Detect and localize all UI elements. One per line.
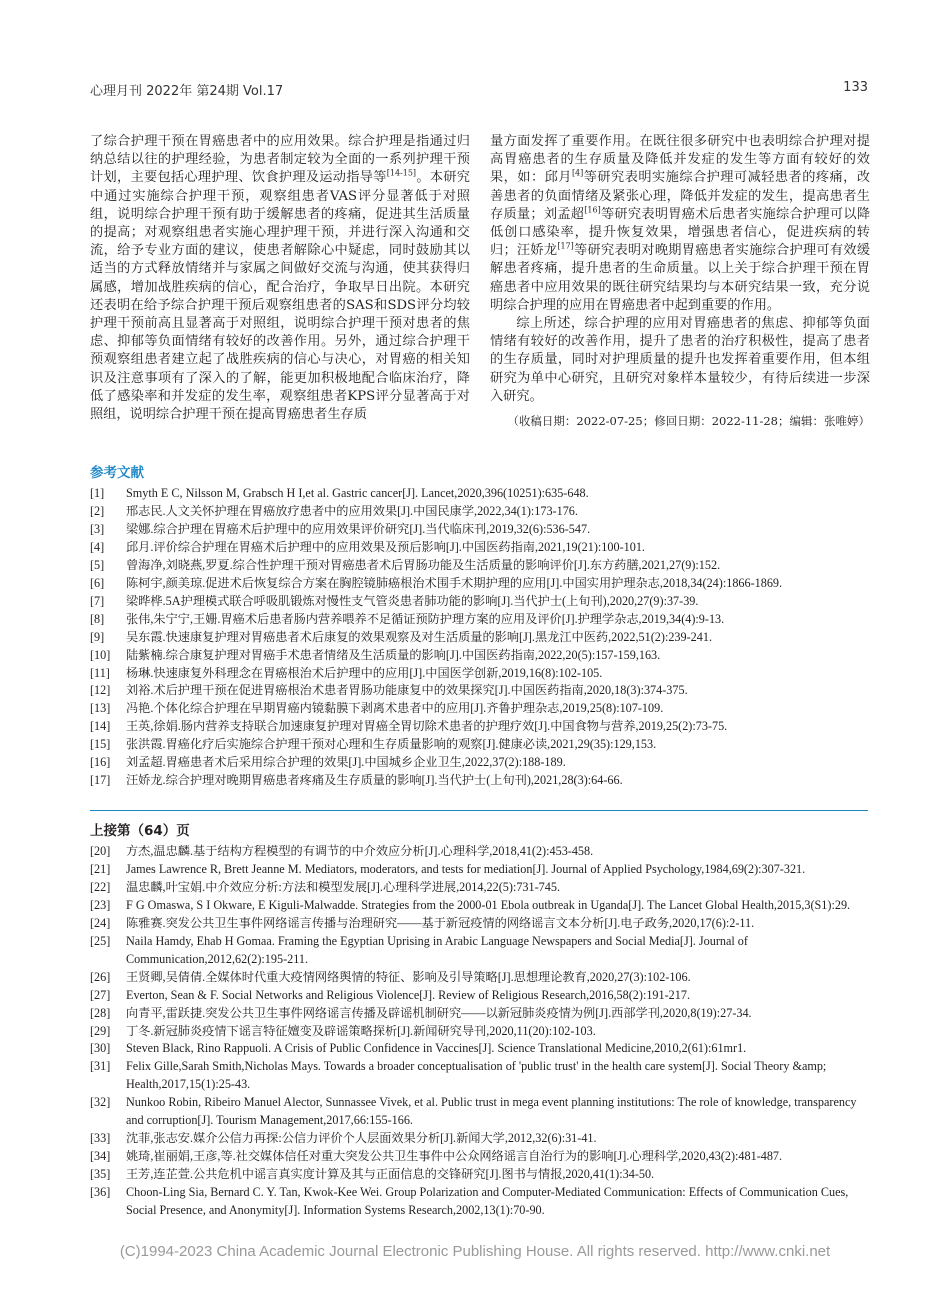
reference-text: 杨琳.快速康复外科理念在胃癌根治术后护理中的应用[J].中国医学创新,2019,16(8):102-105. — [126, 665, 603, 680]
reference-text: Smyth E C, Nilsson M, Grabsch H I,et al. Gastric cancer[J]. Lancet,2020,396(10251):635-648. — [126, 486, 589, 500]
reference-item — [90, 485, 868, 503]
reference-text: 王贤卿,吴倩倩.全媒体时代重大疫情网络舆情的特征、影响及引导策略[J].思想理论教育,2020,27(3):102-106. — [126, 969, 691, 984]
reference-item — [90, 1148, 868, 1166]
reference-number: [24] — [90, 915, 111, 930]
reference-text: James Lawrence R, Brett Jeanne M. Mediators, moderators, and tests for mediation[J]. Journal of Applied Psychology,1984,69(2):307-321. — [126, 861, 806, 876]
page-number: 133 — [843, 80, 868, 95]
reference-number: [5] — [90, 557, 105, 572]
reference-number: [22] — [90, 879, 111, 894]
reference-text: Nunkoo Robin, Ribeiro Manuel Alector, Sunnassee Vivek, et al. Public trust in mega event planning institutions: The role of knowledge, transparency and corruption[J]. Tourism Management,2017,66:155-166. — [126, 1095, 857, 1128]
reference-text: 邱月.评价综合护理在胃癌术后护理中的应用效果及预后影响[J].中国医药指南,2021,19(21):100-101. — [126, 539, 645, 554]
reference-number: [36] — [90, 1185, 111, 1200]
reference-item — [90, 700, 868, 718]
reference-text: 陈雅赛.突发公共卫生事件网络谣言传播与治理研究——基于新冠疫情的网络谣言文本分析[J].电子政务,2020,17(6):2-11. — [126, 915, 755, 930]
references-heading: 参考文献 — [90, 465, 144, 481]
reference-text: Felix Gille,Sarah Smith,Nicholas Mays. Towards a broader conceptualisation of 'public trust' in the health care system[J]. Social Theory &amp; Health,2017,15(1):25-43. — [126, 1059, 827, 1092]
reference-item — [90, 736, 868, 754]
reference-text: 张洪霞.胃癌化疗后实施综合护理干预对心理和生存质量影响的观察[J].健康必读,2021,29(35):129,153. — [126, 737, 657, 752]
reference-number: [32] — [90, 1095, 111, 1110]
reference-item — [90, 611, 868, 629]
reference-text: 张伟,朱宁宁,王姗.胃癌术后患者肠内营养喂养不足循证预防护理方案的应用及评价[J].护理学杂志,2019,34(4):9-13. — [126, 611, 725, 626]
reference-item — [90, 861, 868, 879]
reference-number: [12] — [90, 683, 111, 698]
body-paragraph: 量方面发挥了重要作用。在既往很多研究中也表明综合护理对提高胃癌患者的生存质量及降低并发症的发生等方面有较好的效果，如：邱月[4]等研究表明实施综合护理可减轻患者的疼痛，改善患者的负面情绪及紧张心理，降低并发症的发生，提高患者生存质量；刘孟超[16]等研究表明胃癌术后患者实施综合护理可以降低创口感染率，提升恢复效果，增强患者信心，促进疾病的转归；汪娇龙[17]等研究表明对晚期胃癌患者实施综合护理可有效缓解患者疼痛，提升患者的生命质量。以上关于综合护理干预在胃癌患者中应用效果的既往研究结果均与本研究结果一致，充分说明综合护理的应用在胃癌患者中起到重要的作用。 — [490, 134, 871, 313]
reference-item — [90, 593, 868, 611]
reference-item — [90, 772, 868, 790]
continued-heading: 上接第（64）页 — [90, 823, 190, 839]
reference-text: Steven Black, Rino Rappuoli. A Crisis of Public Confidence in Vaccines[J]. Science Translational Medicine,2010,2(61):61mr1. — [126, 1041, 747, 1056]
reference-item — [90, 647, 868, 665]
reference-number: [10] — [90, 647, 111, 662]
reference-item — [90, 843, 868, 861]
reference-text: 王芳,连芷萱.公共危机中谣言真实度计算及其与正面信息的交锋研究[J].图书与情报,2020,41(1):34-50. — [126, 1167, 655, 1182]
continued-references-list — [90, 843, 868, 1220]
reference-number: [21] — [90, 861, 111, 876]
reference-text: 温忠麟,叶宝娟.中介效应分析:方法和模型发展[J].心理科学进展,2014,22(5):731-745. — [126, 879, 560, 894]
reference-text: 刘裕.术后护理干预在促进胃癌根治术患者胃肠功能康复中的效果探究[J].中国医药指南,2020,18(3):374-375. — [126, 683, 688, 698]
reference-number: [11] — [90, 665, 110, 680]
reference-number: [8] — [90, 611, 105, 626]
reference-text: Choon-Ling Sia, Bernard C. Y. Tan, Kwok-Kee Wei. Group Polarization and Computer-Mediated Communication: Effects of Communication Cues, Social Presence, and Anonymity[J]. Information Systems Research,2002,13(1):70-90. — [126, 1185, 849, 1218]
reference-item — [90, 987, 868, 1005]
reference-number: [3] — [90, 521, 105, 536]
reference-item — [90, 665, 868, 683]
reference-text: 梁晔桦.5A护理模式联合呼吸肌锻炼对慢性支气管炎患者肺功能的影响[J].当代护士(上旬刊),2020,27(9):37-39. — [126, 593, 699, 608]
section-divider — [90, 810, 868, 811]
reference-item — [90, 557, 868, 575]
citation: [17] — [557, 241, 574, 251]
reference-item — [90, 754, 868, 772]
reference-text: Naila Hamdy, Ehab H Gomaa. Framing the Egyptian Uprising in Arabic Language Newspapers and Social Media[J]. Journal of Communication,2012,62(2):195-211. — [126, 933, 748, 966]
reference-item — [90, 1184, 868, 1220]
reference-number: [7] — [90, 593, 105, 608]
reference-text: 冯艳.个体化综合护理在早期胃癌内镜黏膜下剥离术患者中的应用[J].齐鲁护理杂志,2019,25(8):107-109. — [126, 701, 664, 716]
reference-item — [90, 879, 868, 897]
reference-number: [14] — [90, 719, 111, 734]
references-list — [90, 485, 868, 790]
reference-item — [90, 1094, 868, 1130]
reference-number: [28] — [90, 1005, 111, 1020]
reference-item — [90, 521, 868, 539]
journal-info: 心理月刊 2022年 第24期 Vol.17 — [90, 84, 284, 99]
reference-text: 陆紫楠.综合康复护理对胃癌手术患者情绪及生活质量的影响[J].中国医药指南,2022,20(5):157-159,163. — [126, 647, 661, 662]
reference-number: [16] — [90, 755, 111, 770]
reference-number: [25] — [90, 933, 111, 948]
reference-number: [35] — [90, 1167, 111, 1182]
reference-number: [27] — [90, 987, 111, 1002]
reference-item — [90, 539, 868, 557]
reference-item — [90, 1166, 868, 1184]
reference-text: Everton, Sean & F. Social Networks and Religious Violence[J]. Review of Religious Research,2016,58(2):191-217. — [126, 987, 691, 1002]
reference-number: [6] — [90, 575, 105, 590]
reference-number: [15] — [90, 737, 111, 752]
body-column-left — [90, 133, 470, 424]
conclusion-paragraph: 综上所述，综合护理的应用对胃癌患者的焦虑、抑郁等负面情绪有较好的改善作用，提升了患者的治疗积极性，提高了患者的生存质量，同时对护理质量的提升也发挥着重要作用，但本组研究为单中心研究，且研究对象样本量较少，有待后续进一步深入研究。 — [490, 316, 870, 404]
reference-text: 吴东霞.快速康复护理对胃癌患者术后康复的效果观察及对生活质量的影响[J].黑龙江中医药,2022,51(2):239-241. — [126, 629, 712, 644]
reference-number: [2] — [90, 503, 105, 518]
page-header — [90, 80, 868, 102]
reference-number: [20] — [90, 844, 111, 858]
reference-item — [90, 1130, 868, 1148]
reference-number: [33] — [90, 1131, 111, 1146]
reference-item — [90, 1023, 868, 1041]
reference-text: 曾海净,刘晓燕,罗夏.综合性护理干预对胃癌患者术后胃肠功能及生活质量的影响评价[J].东方药膳,2021,27(9):152. — [126, 557, 721, 572]
reference-number: [34] — [90, 1149, 111, 1164]
reference-number: [1] — [90, 486, 105, 500]
reference-text: 王英,徐娟.肠内营养支持联合加速康复护理对胃癌全胃切除术患者的护理疗效[J].中国食物与营养,2019,25(2):73-75. — [126, 719, 728, 734]
reference-text: 沈菲,张志安.媒介公信力再探:公信力评价个人层面效果分析[J].新闻大学,2012,32(6):31-41. — [126, 1131, 597, 1146]
reference-item — [90, 969, 868, 987]
citation: [16] — [584, 205, 601, 215]
reference-item — [90, 915, 868, 933]
reference-text: 邢志民.人文关怀护理在胃癌放疗患者中的应用效果[J].中国民康学,2022,34(1):173-176. — [126, 503, 578, 518]
reference-text: 向青平,雷跃捷.突发公共卫生事件网络谣言传播及辟谣机制研究——以新冠肺炎疫情为例[J].西部学刊,2020,8(19):27-34. — [126, 1005, 752, 1020]
reference-item — [90, 503, 868, 521]
reference-item — [90, 718, 868, 736]
reference-number: [30] — [90, 1041, 111, 1056]
received-date: （收稿日期：2022-07-25；修回日期：2022-11-28；编辑：张唯婷） — [507, 414, 870, 429]
body-paragraph: 了综合护理干预在胃癌患者中的应用效果。综合护理是指通过归纳总结以往的护理经验，为患者制定较为全面的一系列护理干预计划，主要包括心理护理、饮食护理及运动指导等[14-15]。本研究中通过实施综合护理干预，观察组患者VAS评分显著低于对照组，说明综合护理干预有助于缓解患者的疼痛，促进其生活质量的提高；对观察组患者实施心理护理干预，并进行深入沟通和交流，给予专业方面的建议，使患者解除心中疑虑，同时鼓励其以适当的方式释放情绪并与家属之间做好交流与沟通，使其获得归属感，增加战胜疾病的信心，配合治疗，争取早日出院。本研究还表明在给予综合护理干预后观察组患者的SAS和SDS评分均较护理干预前高且显著高于对照组，说明综合护理干预对患者的焦虑、抑郁等负面情绪有较好的改善作用。另外，通过综合护理干预观察组患者建立起了战胜疾病的信心与决心，对胃癌的相关知识及注意事项有了深入的了解，能更加积极地配合临床治疗，降低了感染率和并发症的发生率，观察组患者KPS评分显著高于对照组，说明综合护理干预在提高胃癌患者生存质 — [90, 134, 470, 423]
reference-number: [29] — [90, 1023, 111, 1038]
reference-item — [90, 1005, 868, 1023]
reference-number: [31] — [90, 1059, 111, 1074]
reference-text: 姚琦,崔丽娟,王彦,等.社交媒体信任对重大突发公共卫生事件中公众网络谣言自治行为的影响[J].心理科学,2020,43(2):481-487. — [126, 1149, 783, 1164]
reference-item — [90, 629, 868, 647]
copyright-footer: (C)1994-2023 China Academic Journal Electronic Publishing House. All rights reserved. http://www.cnki.net — [119, 1243, 831, 1260]
reference-text: 梁娜.综合护理在胃癌术后护理中的应用效果评价研究[J].当代临床刊,2019,32(6):536-547. — [126, 521, 591, 536]
citation: [14-15] — [386, 169, 417, 179]
reference-number: [9] — [90, 629, 105, 644]
reference-number: [17] — [90, 773, 111, 788]
reference-item — [90, 575, 868, 593]
reference-number: [23] — [90, 897, 111, 912]
reference-text: 丁冬.新冠肺炎疫情下谣言特征嬗变及辟谣策略探析[J].新闻研究导刊,2020,11(20):102-103. — [126, 1023, 596, 1038]
body-column-right — [490, 133, 870, 430]
reference-item — [90, 682, 868, 700]
reference-number: [4] — [90, 539, 105, 554]
reference-item — [90, 933, 868, 969]
reference-text: 方杰,温忠麟.基于结构方程模型的有调节的中介效应分析[J].心理科学,2018,41(2):453-458. — [126, 844, 594, 858]
reference-text: 陈柯宇,颜美琼.促进术后恢复综合方案在胸腔镜肺癌根治术围手术期护理的应用[J].中国实用护理杂志,2018,34(24):1866-1869. — [126, 575, 783, 590]
citation: [4] — [571, 169, 584, 179]
reference-number: [13] — [90, 701, 111, 716]
reference-text: F G Omaswa, S I Okware, E Kiguli-Malwadde. Strategies from the 2000-01 Ebola outbreak in Uganda[J]. The Lancet Global Health,2015,3(S1):29. — [126, 897, 851, 912]
reference-text: 汪娇龙.综合护理对晚期胃癌患者疼痛及生存质量的影响[J].当代护士(上旬刊),2021,28(3):64-66. — [126, 773, 623, 788]
reference-item — [90, 897, 868, 915]
reference-number: [26] — [90, 969, 111, 984]
reference-item — [90, 1058, 868, 1094]
reference-text: 刘孟超.胃癌患者术后采用综合护理的效果[J].中国城乡企业卫生,2022,37(2):188-189. — [126, 755, 566, 770]
reference-item — [90, 1040, 868, 1058]
